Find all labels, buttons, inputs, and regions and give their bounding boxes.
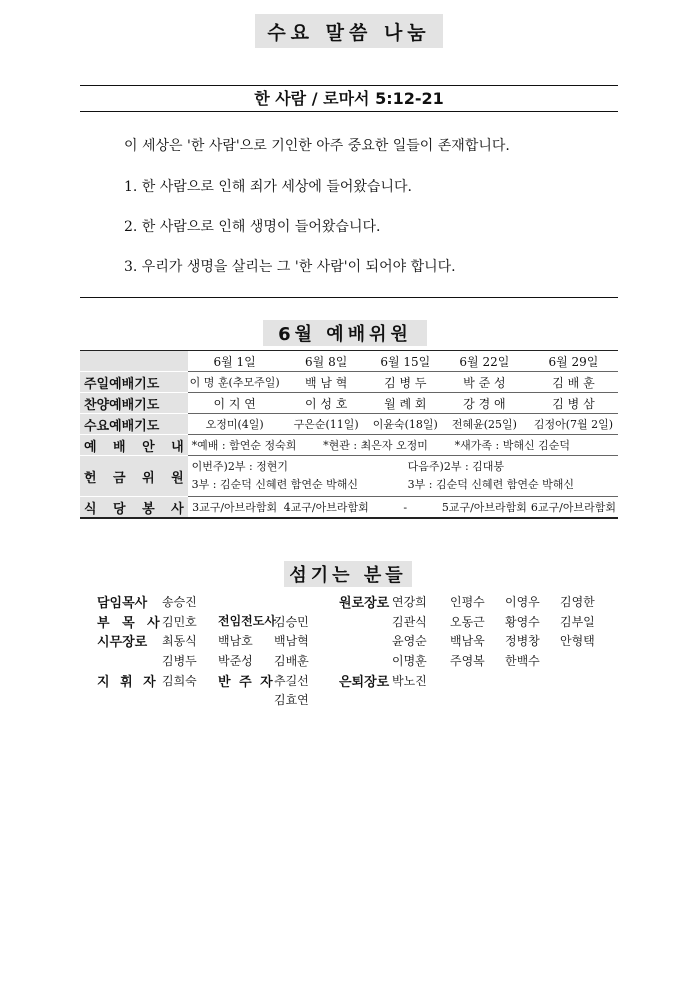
senior-pastor: 송승진 — [162, 595, 197, 609]
cell: 김 병 두 — [371, 372, 440, 393]
roster-title-text: 6월 예배위원 — [278, 324, 412, 345]
cell: 김정아(7월 2일) — [529, 414, 618, 435]
cell: 6교구/아브라함회 — [529, 497, 618, 519]
elder: 박준성 — [218, 654, 253, 668]
emeritus-elder: 오동근 — [450, 615, 485, 629]
cell: 김 병 삼 — [529, 393, 618, 414]
evangelist: 김승민 — [274, 615, 309, 629]
emeritus-elder: 김관식 — [392, 615, 427, 629]
label-retired-elders: 은퇴장로 — [339, 675, 390, 690]
emeritus-elder: 김부일 — [560, 615, 595, 629]
label-emeritus-elders: 원로장로 — [339, 596, 390, 611]
guide-worship: *예배 : 함연순 정숙희 — [191, 439, 297, 452]
guide-newcomer: *새가족 : 박해신 김순덕 — [454, 439, 570, 452]
page-title — [255, 14, 443, 48]
sermon-intro: 이 세상은 '한 사람'으로 기인한 아주 중요한 일들이 존재합니다. — [124, 138, 510, 154]
conductor: 김희숙 — [162, 674, 197, 688]
cell: 이윤숙(18일) — [371, 414, 440, 435]
sermon-point-1: 1. 한 사람으로 인해 죄가 세상에 들어왔습니다. — [124, 179, 412, 195]
elder: 최동식 — [162, 634, 197, 648]
emeritus-elder: 황영수 — [505, 615, 540, 629]
cell: 백 남 혁 — [282, 372, 371, 393]
offering-next-week-3: 3부 : 김순덕 신혜련 함연순 박해신 — [407, 478, 574, 491]
emeritus-elder: 윤영순 — [392, 634, 427, 648]
roster-table — [80, 350, 618, 519]
table-row — [80, 414, 618, 435]
emeritus-elder: 안형택 — [560, 634, 595, 648]
sermon-point-2: 2. 한 사람으로 인해 생명이 들어왔습니다. — [124, 219, 381, 235]
cell: 이 성 호 — [282, 393, 371, 414]
table-row — [80, 393, 618, 414]
sermon-point-3: 3. 우리가 생명을 살리는 그 '한 사람'이 되어야 합니다. — [124, 259, 456, 275]
staff-title — [284, 561, 412, 587]
offering-this-week-2: 이번주)2부 : 정현기 — [191, 460, 289, 473]
roster-title — [263, 320, 427, 346]
date-cell: 6월 15일 — [371, 351, 440, 372]
table-row — [80, 351, 618, 372]
emeritus-elder: 김영한 — [560, 595, 595, 609]
row-label-wed-prayer: 수요예배기도 — [80, 414, 188, 435]
page-title-text: 수요 말씀 나눔 — [267, 21, 431, 44]
date-cell: 6월 29일 — [529, 351, 618, 372]
cell: 이 지 연 — [188, 393, 282, 414]
table-row — [80, 497, 618, 519]
emeritus-elder: 연강희 — [392, 595, 427, 609]
date-cell: 6월 8일 — [282, 351, 371, 372]
cell: 월 례 회 — [371, 393, 440, 414]
cell: 강 경 애 — [440, 393, 529, 414]
label-evangelist: 전임전도사 — [218, 614, 276, 628]
retired-elder: 박노진 — [392, 674, 427, 688]
cell: 5교구/아브라함회 — [440, 497, 529, 519]
cell: 김 배 훈 — [529, 372, 618, 393]
emeritus-elder: 이영우 — [505, 595, 540, 609]
emeritus-elder: 정병창 — [505, 634, 540, 648]
label-elders: 시무장로 — [97, 635, 148, 650]
cell: 이 명 훈(추모주일) — [188, 372, 282, 393]
accompanist: 추길선 — [274, 674, 309, 688]
cell: 오정미(4일) — [188, 414, 282, 435]
elder: 김병두 — [162, 654, 197, 668]
cell: - — [371, 497, 440, 519]
staff-title-text: 섬기는 분들 — [289, 565, 407, 586]
cell: 구은순(11일) — [282, 414, 371, 435]
label-senior-pastor: 담임목사 — [97, 596, 148, 611]
emeritus-elder: 백남욱 — [450, 634, 485, 648]
divider-under-title — [80, 111, 618, 112]
offering-this-week-3: 3부 : 김순덕 신혜련 함연순 박해신 — [191, 478, 358, 491]
emeritus-elder: 주영복 — [450, 654, 485, 668]
associate-pastor: 김민호 — [162, 615, 197, 629]
guide-cell — [188, 435, 618, 456]
elder: 백남호 — [218, 634, 253, 648]
date-cell: 6월 22일 — [440, 351, 529, 372]
cell: 전혜윤(25일) — [440, 414, 529, 435]
row-label-offering: 헌 금 위 원 — [80, 456, 188, 497]
emeritus-elder: 이명훈 — [392, 654, 427, 668]
sermon-title: 한 사람 / 로마서 5:12-21 — [254, 89, 444, 108]
row-label-guide: 예 배 안 내 — [80, 435, 188, 456]
offering-cell — [188, 456, 618, 497]
corner-cell — [80, 351, 188, 372]
label-accompanist: 반 주 자 — [218, 675, 275, 690]
row-label-kitchen: 식 당 봉 사 — [80, 497, 188, 519]
cell: 박 준 성 — [440, 372, 529, 393]
table-row — [80, 435, 618, 456]
cell: 4교구/아브라함회 — [282, 497, 371, 519]
divider-bottom — [80, 297, 618, 298]
row-label-sunday-prayer: 주일예배기도 — [80, 372, 188, 393]
offering-next-week-2: 다음주)2부 : 김대붕 — [407, 460, 505, 473]
guide-entrance: *현관 : 최은자 오정미 — [323, 439, 428, 452]
row-label-praise-prayer: 찬양예배기도 — [80, 393, 188, 414]
emeritus-elder: 인평수 — [450, 595, 485, 609]
elder: 백남혁 — [274, 634, 309, 648]
accompanist: 김효연 — [274, 693, 309, 707]
table-row — [80, 372, 618, 393]
table-row — [80, 456, 618, 497]
label-conductor: 지 휘 자 — [97, 675, 159, 690]
label-associate-pastor: 부 목 사 — [97, 616, 164, 631]
elder: 김배훈 — [274, 654, 309, 668]
cell: 3교구/아브라함회 — [188, 497, 282, 519]
date-cell: 6월 1일 — [188, 351, 282, 372]
emeritus-elder: 한백수 — [505, 654, 540, 668]
